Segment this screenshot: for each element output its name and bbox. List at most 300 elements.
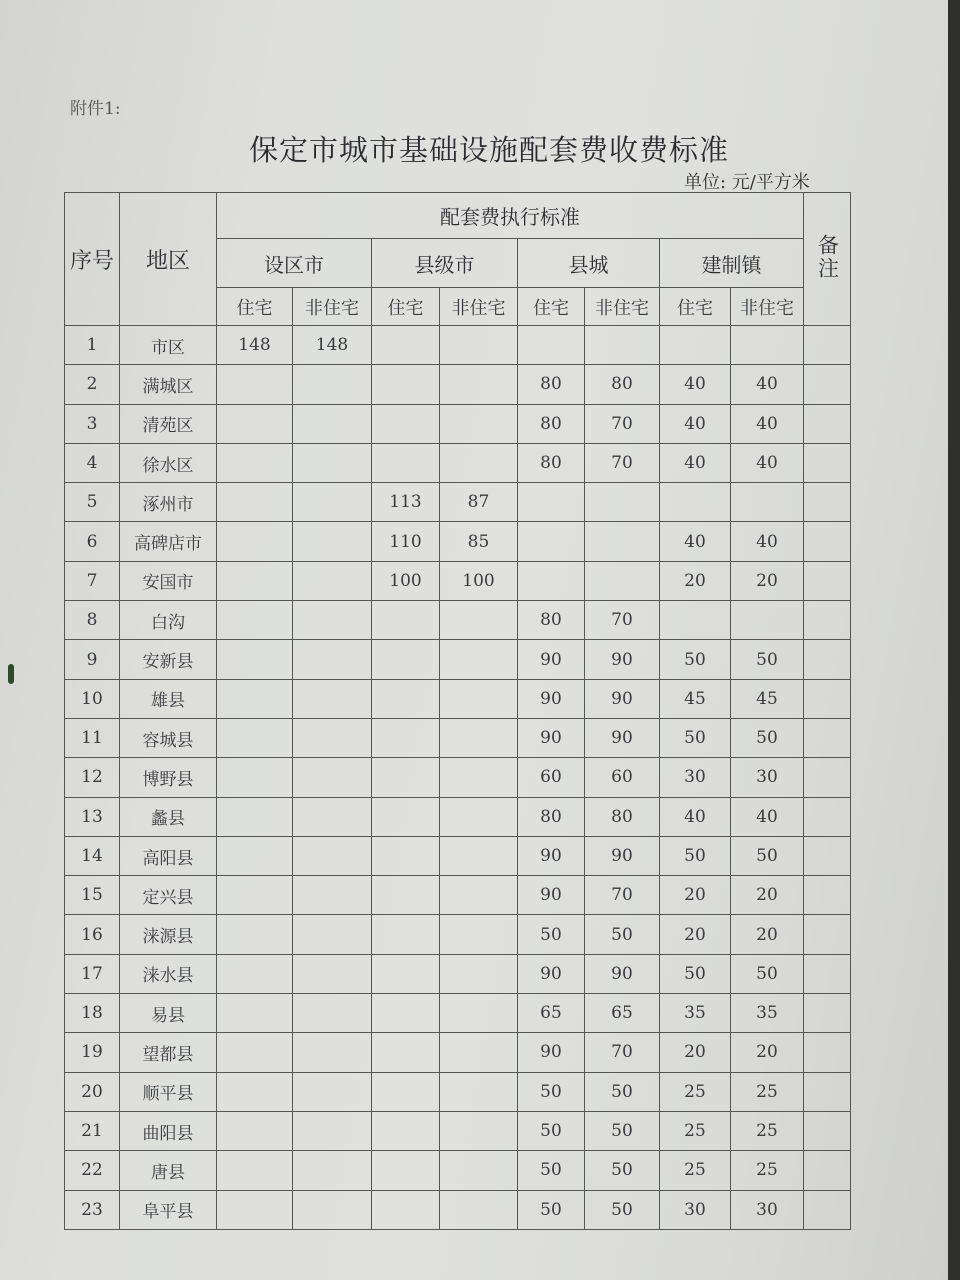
fee-cell: [585, 522, 660, 561]
fee-cell: 100: [372, 561, 440, 600]
row-region: 望都县: [120, 1033, 217, 1072]
row-region: 容城县: [120, 718, 217, 757]
fee-cell: [372, 876, 440, 915]
fee-cell: [440, 836, 518, 875]
fee-cell: 90: [585, 679, 660, 718]
row-number: 22: [65, 1151, 120, 1190]
fee-cell: [293, 836, 372, 875]
fee-cell: 45: [660, 679, 731, 718]
row-number: 10: [65, 679, 120, 718]
fee-cell: 25: [660, 1111, 731, 1150]
row-number: 15: [65, 876, 120, 915]
fee-cell: 50: [518, 1151, 585, 1190]
table-row: [65, 954, 851, 993]
fee-cell: 50: [585, 915, 660, 954]
fee-cell: 35: [660, 994, 731, 1033]
fee-cell: 50: [731, 836, 804, 875]
table-row: [65, 522, 851, 561]
row-region: 博野县: [120, 758, 217, 797]
fee-cell: [372, 679, 440, 718]
fee-cell: [440, 1111, 518, 1150]
header-non-residential: 非住宅: [293, 288, 372, 326]
row-number: 20: [65, 1072, 120, 1111]
row-region: 阜平县: [120, 1190, 217, 1229]
header-standard: 配套费执行标准: [217, 193, 804, 239]
fee-cell: 90: [585, 718, 660, 757]
fee-cell: 65: [585, 994, 660, 1033]
remark-cell: [804, 1072, 851, 1111]
fee-cell: 113: [372, 483, 440, 522]
margin-mark: [8, 664, 14, 684]
row-region: 顺平县: [120, 1072, 217, 1111]
row-region: 唐县: [120, 1151, 217, 1190]
fee-cell: [440, 1033, 518, 1072]
header-seq: 序号: [65, 193, 120, 326]
fee-cell: [217, 797, 293, 836]
fee-cell: [293, 601, 372, 640]
fee-cell: 40: [660, 365, 731, 404]
row-number: 2: [65, 365, 120, 404]
fee-cell: 35: [731, 994, 804, 1033]
table-row: [65, 561, 851, 600]
row-region: 定兴县: [120, 876, 217, 915]
fee-table: [64, 192, 851, 1230]
row-region: 市区: [120, 326, 217, 365]
fee-cell: 20: [660, 876, 731, 915]
fee-cell: 30: [660, 1190, 731, 1229]
fee-cell: [293, 561, 372, 600]
row-number: 17: [65, 954, 120, 993]
fee-cell: [372, 718, 440, 757]
fee-cell: 40: [660, 404, 731, 443]
row-region: 涿州市: [120, 483, 217, 522]
fee-cell: [293, 365, 372, 404]
fee-cell: [440, 915, 518, 954]
row-number: 14: [65, 836, 120, 875]
row-number: 9: [65, 640, 120, 679]
row-number: 18: [65, 994, 120, 1033]
fee-cell: 80: [585, 797, 660, 836]
fee-cell: [293, 1111, 372, 1150]
fee-cell: [217, 718, 293, 757]
fee-cell: [217, 404, 293, 443]
remark-cell: [804, 483, 851, 522]
table-row: [65, 365, 851, 404]
fee-cell: [518, 561, 585, 600]
fee-cell: [293, 522, 372, 561]
fee-cell: 40: [660, 443, 731, 482]
fee-cell: 50: [660, 836, 731, 875]
fee-cell: [585, 561, 660, 600]
header-residential: 住宅: [518, 288, 585, 326]
fee-cell: [217, 1033, 293, 1072]
fee-cell: 20: [731, 561, 804, 600]
fee-cell: 20: [660, 561, 731, 600]
row-number: 23: [65, 1190, 120, 1229]
remark-cell: [804, 640, 851, 679]
row-region: 清苑区: [120, 404, 217, 443]
fee-cell: [217, 365, 293, 404]
row-region: 徐水区: [120, 443, 217, 482]
fee-cell: 50: [518, 1190, 585, 1229]
table-row: [65, 797, 851, 836]
fee-cell: 50: [731, 718, 804, 757]
fee-cell: [217, 522, 293, 561]
fee-cell: 40: [731, 443, 804, 482]
row-region: 易县: [120, 994, 217, 1033]
fee-cell: 70: [585, 876, 660, 915]
table-row: [65, 1111, 851, 1150]
fee-cell: [293, 483, 372, 522]
header-group-county-city: 县级市: [372, 239, 518, 288]
fee-cell: 60: [518, 758, 585, 797]
fee-cell: [217, 876, 293, 915]
remark-cell: [804, 718, 851, 757]
fee-cell: [660, 326, 731, 365]
row-number: 6: [65, 522, 120, 561]
fee-cell: 45: [731, 679, 804, 718]
fee-cell: 50: [660, 718, 731, 757]
fee-cell: 40: [660, 522, 731, 561]
fee-cell: [440, 365, 518, 404]
table-row: [65, 483, 851, 522]
fee-cell: 50: [585, 1072, 660, 1111]
fee-cell: [372, 404, 440, 443]
remark-cell: [804, 601, 851, 640]
fee-cell: 20: [731, 915, 804, 954]
row-number: 5: [65, 483, 120, 522]
fee-cell: [293, 640, 372, 679]
row-number: 7: [65, 561, 120, 600]
row-region: 安新县: [120, 640, 217, 679]
fee-cell: 20: [660, 915, 731, 954]
row-region: 涞源县: [120, 915, 217, 954]
row-region: 曲阳县: [120, 1111, 217, 1150]
fee-cell: [217, 954, 293, 993]
table-row: [65, 915, 851, 954]
header-non-residential: 非住宅: [731, 288, 804, 326]
table-row: [65, 443, 851, 482]
fee-cell: 70: [585, 601, 660, 640]
fee-cell: [440, 1190, 518, 1229]
fee-cell: 25: [731, 1072, 804, 1111]
fee-cell: 50: [518, 1072, 585, 1111]
remark-cell: [804, 876, 851, 915]
header-group-township: 建制镇: [660, 239, 804, 288]
unit-label: 单位: 元/平方米: [684, 172, 810, 193]
row-region: 蠡县: [120, 797, 217, 836]
header-group-county-town: 县城: [518, 239, 660, 288]
fee-cell: [440, 876, 518, 915]
fee-cell: [217, 1111, 293, 1150]
fee-cell: [293, 443, 372, 482]
row-number: 3: [65, 404, 120, 443]
fee-cell: 148: [217, 326, 293, 365]
fee-cell: 20: [731, 1033, 804, 1072]
fee-cell: [217, 758, 293, 797]
fee-cell: 40: [731, 404, 804, 443]
fee-cell: 30: [731, 1190, 804, 1229]
fee-cell: [217, 443, 293, 482]
fee-cell: [372, 601, 440, 640]
fee-cell: [372, 1111, 440, 1150]
fee-cell: 90: [518, 876, 585, 915]
row-number: 4: [65, 443, 120, 482]
row-region: 高阳县: [120, 836, 217, 875]
row-number: 21: [65, 1111, 120, 1150]
fee-cell: [293, 915, 372, 954]
fee-cell: 70: [585, 1033, 660, 1072]
fee-cell: 148: [293, 326, 372, 365]
fee-cell: 20: [660, 1033, 731, 1072]
fee-cell: 25: [731, 1111, 804, 1150]
fee-cell: [372, 1033, 440, 1072]
fee-cell: 90: [518, 836, 585, 875]
fee-cell: 20: [731, 876, 804, 915]
fee-cell: 30: [731, 758, 804, 797]
fee-cell: 50: [585, 1190, 660, 1229]
fee-cell: [293, 1072, 372, 1111]
fee-cell: 70: [585, 443, 660, 482]
fee-cell: [660, 483, 731, 522]
fee-cell: [372, 1151, 440, 1190]
fee-cell: [585, 483, 660, 522]
fee-cell: 30: [660, 758, 731, 797]
fee-cell: [372, 797, 440, 836]
fee-cell: 50: [660, 954, 731, 993]
fee-cell: 40: [731, 522, 804, 561]
remark-cell: [804, 915, 851, 954]
fee-cell: 90: [518, 640, 585, 679]
header-residential: 住宅: [217, 288, 293, 326]
fee-cell: [293, 679, 372, 718]
fee-cell: [217, 640, 293, 679]
fee-cell: [440, 601, 518, 640]
fee-cell: [440, 758, 518, 797]
table-row: [65, 718, 851, 757]
table-row: [65, 601, 851, 640]
table-row: [65, 404, 851, 443]
fee-cell: 50: [660, 640, 731, 679]
fee-cell: 40: [731, 797, 804, 836]
fee-cell: [440, 994, 518, 1033]
remark-cell: [804, 365, 851, 404]
fee-cell: [372, 365, 440, 404]
fee-cell: 25: [660, 1072, 731, 1111]
fee-cell: 25: [660, 1151, 731, 1190]
attachment-label: 附件1:: [70, 99, 121, 119]
table-body: [65, 326, 851, 1230]
fee-cell: [731, 326, 804, 365]
fee-cell: 65: [518, 994, 585, 1033]
fee-cell: [293, 404, 372, 443]
fee-cell: [440, 1072, 518, 1111]
row-number: 12: [65, 758, 120, 797]
fee-cell: [372, 326, 440, 365]
fee-cell: [217, 561, 293, 600]
fee-cell: [440, 1151, 518, 1190]
fee-cell: 90: [585, 836, 660, 875]
table-row: [65, 1072, 851, 1111]
fee-cell: [217, 1190, 293, 1229]
fee-cell: 90: [518, 718, 585, 757]
row-number: 13: [65, 797, 120, 836]
remark-cell: [804, 758, 851, 797]
fee-cell: [293, 797, 372, 836]
remark-cell: [804, 679, 851, 718]
fee-cell: [217, 601, 293, 640]
fee-cell: [372, 915, 440, 954]
fee-cell: [372, 836, 440, 875]
fee-cell: [293, 876, 372, 915]
fee-cell: 80: [518, 404, 585, 443]
remark-cell: [804, 1111, 851, 1150]
row-region: 雄县: [120, 679, 217, 718]
fee-cell: [372, 640, 440, 679]
row-region: 高碑店市: [120, 522, 217, 561]
page-title: 保定市城市基础设施配套费收费标准: [248, 133, 729, 167]
table-row: [65, 640, 851, 679]
fee-cell: [217, 836, 293, 875]
row-number: 8: [65, 601, 120, 640]
fee-cell: [217, 915, 293, 954]
fee-cell: 25: [731, 1151, 804, 1190]
fee-cell: 50: [518, 915, 585, 954]
fee-cell: [518, 483, 585, 522]
fee-cell: [293, 994, 372, 1033]
fee-cell: [585, 326, 660, 365]
fee-cell: [293, 758, 372, 797]
remark-cell: [804, 1190, 851, 1229]
row-region: 满城区: [120, 365, 217, 404]
remark-cell: [804, 404, 851, 443]
fee-cell: [518, 326, 585, 365]
fee-cell: 87: [440, 483, 518, 522]
binder-edge: [948, 0, 960, 1280]
remark-cell: [804, 1033, 851, 1072]
fee-cell: [440, 443, 518, 482]
row-number: 1: [65, 326, 120, 365]
remark-cell: [804, 561, 851, 600]
header-non-residential: 非住宅: [585, 288, 660, 326]
fee-cell: 100: [440, 561, 518, 600]
fee-cell: 80: [518, 601, 585, 640]
fee-cell: 90: [518, 679, 585, 718]
remark-cell: [804, 522, 851, 561]
fee-cell: [440, 679, 518, 718]
row-number: 19: [65, 1033, 120, 1072]
fee-cell: [660, 601, 731, 640]
fee-cell: [293, 1033, 372, 1072]
fee-cell: 90: [585, 640, 660, 679]
fee-cell: 50: [731, 954, 804, 993]
fee-cell: 90: [518, 1033, 585, 1072]
remark-cell: [804, 797, 851, 836]
table-row: [65, 876, 851, 915]
fee-cell: [293, 954, 372, 993]
fee-cell: [372, 954, 440, 993]
table-row: [65, 1033, 851, 1072]
header-group-district-city: 设区市: [217, 239, 372, 288]
row-number: 11: [65, 718, 120, 757]
fee-cell: 40: [660, 797, 731, 836]
row-region: 白沟: [120, 601, 217, 640]
fee-cell: 70: [585, 404, 660, 443]
header-residential: 住宅: [660, 288, 731, 326]
fee-cell: 50: [585, 1111, 660, 1150]
fee-cell: [440, 640, 518, 679]
fee-cell: [440, 326, 518, 365]
header-remark: [804, 193, 851, 326]
fee-cell: 90: [518, 954, 585, 993]
fee-cell: [217, 1151, 293, 1190]
table-row: [65, 1151, 851, 1190]
table-row: [65, 679, 851, 718]
header-region: 地区: [120, 193, 217, 326]
fee-cell: [217, 994, 293, 1033]
header-non-residential: 非住宅: [440, 288, 518, 326]
fee-cell: 80: [585, 365, 660, 404]
fee-cell: [440, 404, 518, 443]
fee-cell: [293, 1190, 372, 1229]
fee-cell: [372, 994, 440, 1033]
fee-cell: [731, 601, 804, 640]
fee-cell: 50: [518, 1111, 585, 1150]
remark-cell: [804, 994, 851, 1033]
remark-cell: [804, 954, 851, 993]
fee-cell: [372, 1072, 440, 1111]
remark-cell: [804, 1151, 851, 1190]
table-row: [65, 994, 851, 1033]
fee-cell: 50: [585, 1151, 660, 1190]
fee-cell: 40: [731, 365, 804, 404]
row-number: 16: [65, 915, 120, 954]
fee-cell: 60: [585, 758, 660, 797]
remark-cell: [804, 326, 851, 365]
header-remark-text: 备注: [815, 233, 840, 280]
fee-cell: [293, 1151, 372, 1190]
fee-cell: 50: [731, 640, 804, 679]
fee-cell: 80: [518, 365, 585, 404]
fee-cell: 110: [372, 522, 440, 561]
row-region: 涞水县: [120, 954, 217, 993]
fee-cell: 90: [585, 954, 660, 993]
fee-cell: 80: [518, 443, 585, 482]
fee-cell: [372, 758, 440, 797]
fee-cell: [440, 954, 518, 993]
fee-cell: [372, 443, 440, 482]
remark-cell: [804, 836, 851, 875]
remark-cell: [804, 443, 851, 482]
table-row: [65, 836, 851, 875]
fee-cell: [731, 483, 804, 522]
fee-cell: [217, 483, 293, 522]
fee-cell: [293, 718, 372, 757]
table-row: [65, 326, 851, 365]
table-row: [65, 1190, 851, 1229]
fee-cell: [372, 1190, 440, 1229]
fee-cell: [440, 718, 518, 757]
fee-cell: [440, 797, 518, 836]
fee-cell: 85: [440, 522, 518, 561]
row-region: 安国市: [120, 561, 217, 600]
header-residential: 住宅: [372, 288, 440, 326]
fee-cell: [217, 1072, 293, 1111]
fee-cell: [217, 679, 293, 718]
table-row: [65, 758, 851, 797]
fee-cell: [518, 522, 585, 561]
fee-cell: 80: [518, 797, 585, 836]
